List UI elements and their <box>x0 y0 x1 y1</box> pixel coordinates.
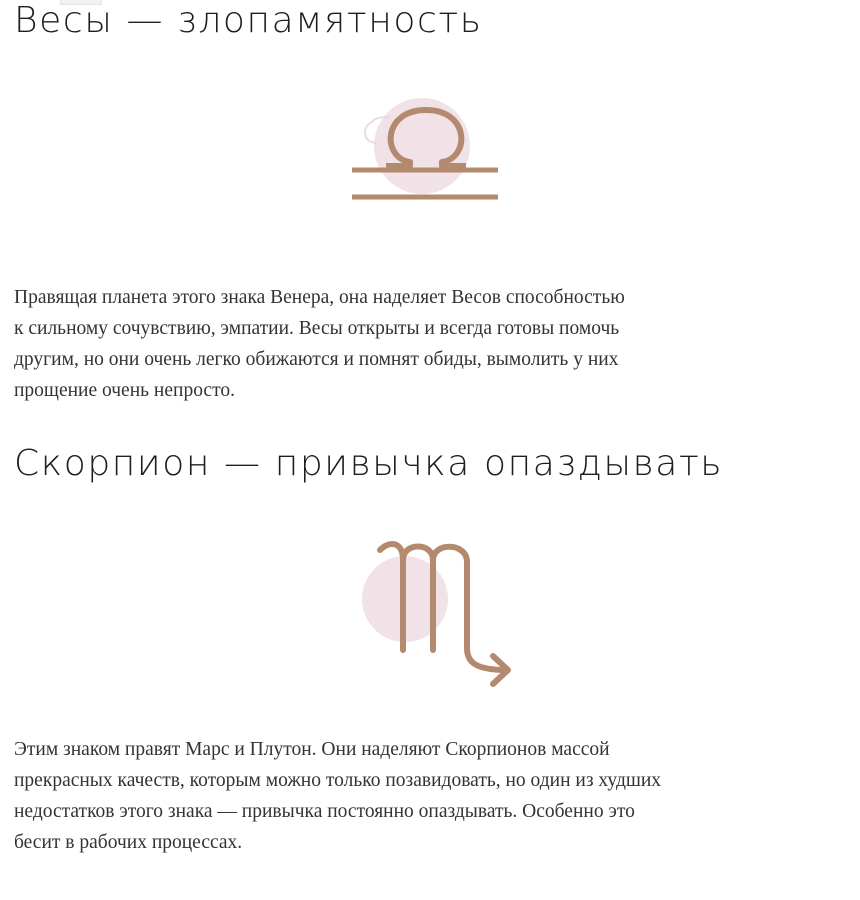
libra-text-line: Правящая планета этого знака Венера, она наделяет Весов способностью <box>14 287 625 308</box>
scorpio-text-line: Этим знаком правят Марс и Плутон. Они наделяют Скорпионов массой <box>14 739 610 760</box>
scorpio-section-text <box>14 734 824 858</box>
libra-section-text <box>14 282 814 406</box>
scorpio-section-title: Скорпион — привычка опаздывать <box>14 443 724 484</box>
scorpio-zodiac-icon <box>355 536 520 688</box>
scorpio-text-line: недостатков этого знака — привычка постоянно опаздывать. Особенно это <box>14 801 635 822</box>
libra-text-line: к сильному сочувствию, эмпатии. Весы открыты и всегда готовы помочь <box>14 318 620 339</box>
scorpio-text-line: бесит в рабочих процессах. <box>14 832 243 853</box>
libra-text-line: другим, но они очень легко обижаются и помнят обиды, вымолить у них <box>14 349 619 370</box>
libra-text-line: прощение очень непросто. <box>14 380 235 401</box>
libra-section-title: Весы — злопамятность <box>14 0 483 41</box>
scorpio-text-line: прекрасных качеств, которым можно только позавидовать, но один из худших <box>14 770 662 791</box>
libra-zodiac-icon <box>350 96 502 216</box>
